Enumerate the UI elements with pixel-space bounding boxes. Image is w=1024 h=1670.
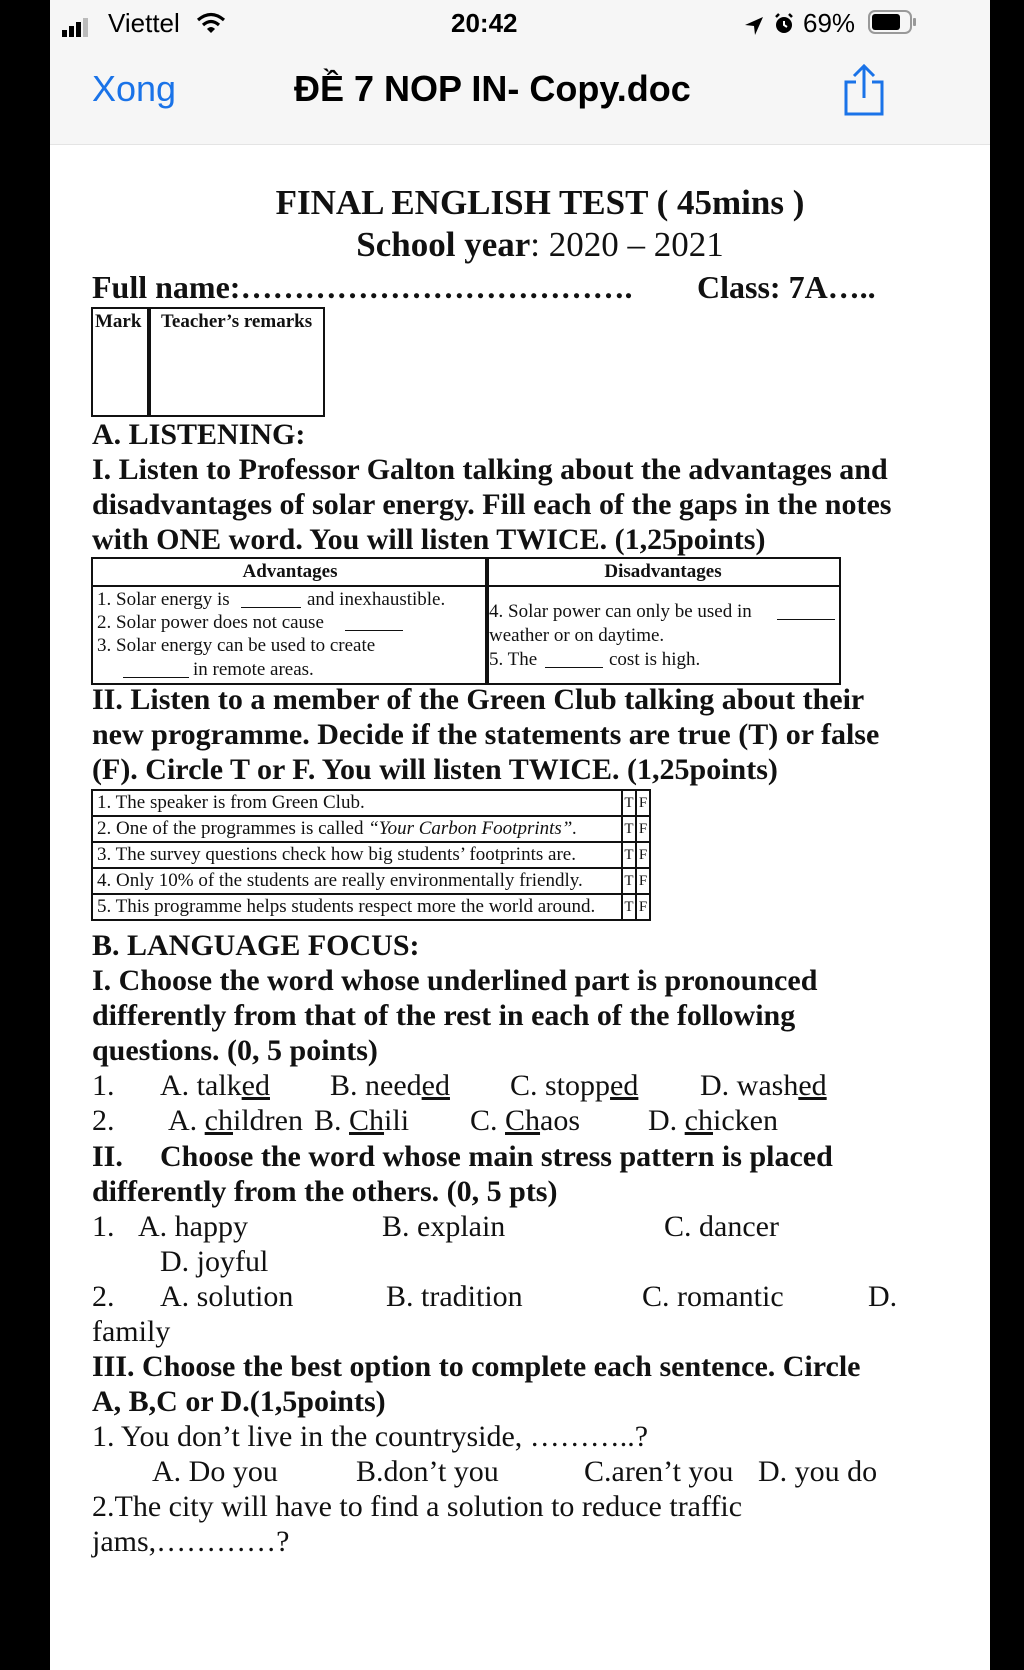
false-option[interactable]: F <box>636 868 650 894</box>
b1-instruction-line2: differently from that of the rest in each of the following <box>92 999 796 1032</box>
a1-instruction-line2: disadvantages of solar energy. Fill each of the gaps in the notes <box>92 488 892 521</box>
statement-cell: 5. This programme helps students respect more the world around. <box>92 894 622 920</box>
option-d: D. joyful <box>160 1245 269 1278</box>
class-line: Class: 7A….. <box>697 269 876 305</box>
adv-item-2: 2. Solar power does not cause <box>97 612 324 633</box>
dis-item-4b: weather or on daytime. <box>489 625 665 646</box>
dis-item-5b: cost is high. <box>609 649 701 670</box>
question-number: 1. <box>92 1069 115 1102</box>
a2-instruction-line3: (F). Circle T or F. You will listen TWICE. (1,25points) <box>92 753 778 786</box>
blank-line <box>241 607 301 608</box>
true-option[interactable]: T <box>622 816 636 842</box>
table-row <box>92 842 650 868</box>
option-c: C. stopped <box>510 1069 639 1102</box>
b1-instruction-line3: questions. (0, 5 points) <box>92 1034 378 1067</box>
table-row <box>92 816 650 842</box>
option-c: C. Chaos <box>470 1104 581 1137</box>
a2-instruction-line1: II. Listen to a member of the Green Club talking about their <box>92 683 865 716</box>
mc-question-1: 1. You don’t live in the countryside, ………..? <box>92 1420 649 1453</box>
a1-instruction-line3: with ONE word. You will listen TWICE. (1,25points) <box>92 523 766 556</box>
full-name-line: Full name:………………………………. <box>92 269 633 305</box>
statement-cell: 3. The survey questions check how big students’ footprints are. <box>92 842 622 868</box>
b2-instruction-line1: Choose the word whose main stress pattern is placed <box>160 1140 833 1173</box>
section-b-heading: B. LANGUAGE FOCUS: <box>92 929 420 962</box>
advantages-header-cell <box>91 557 489 587</box>
disadvantages-header: Disadvantages <box>604 561 722 582</box>
school-year: School year: 2020 – 2021 <box>356 225 724 264</box>
alarm-icon <box>773 11 795 42</box>
option-b: B. needed <box>330 1069 450 1102</box>
true-false-table <box>91 789 651 921</box>
statement-cell: 1. The speaker is from Green Club. <box>92 790 622 816</box>
mc-question-2-line1: 2.The city will have to find a solution to reduce traffic <box>92 1490 743 1523</box>
document-title: ĐỀ 7 NOP IN- Copy.doc <box>294 68 691 109</box>
true-option[interactable]: T <box>622 894 636 920</box>
option-d-word: family <box>92 1315 171 1348</box>
b3-instruction-line2: A, B,C or D.(1,5points) <box>92 1385 386 1418</box>
wifi-icon <box>196 10 226 41</box>
option-d: D. washed <box>700 1069 827 1102</box>
option-b: B.don’t you <box>356 1455 499 1488</box>
statement-cell: 2. One of the programmes is called “Your Carbon Footprints”. <box>92 816 622 842</box>
navigation-bar <box>50 46 990 145</box>
battery-percent: 69% <box>803 8 856 38</box>
false-option[interactable]: F <box>636 816 650 842</box>
location-icon <box>744 12 764 43</box>
true-option[interactable]: T <box>622 790 636 816</box>
b2-instruction-line2: differently from the others. (0, 5 pts) <box>92 1175 558 1208</box>
option-a: A. talked <box>160 1069 270 1102</box>
phone-screen <box>50 0 990 1670</box>
option-d-letter: D. <box>868 1280 898 1313</box>
b3-instruction-line1: III. Choose the best option to complete each sentence. Circle <box>92 1350 861 1383</box>
adv-item-3: 3. Solar energy can be used to create <box>97 635 376 656</box>
table-row <box>92 894 650 920</box>
option-a: A. happy <box>138 1210 248 1243</box>
b2-number: II. <box>92 1140 123 1173</box>
option-a: A. Do you <box>152 1455 278 1488</box>
adv-item-3b: in remote areas. <box>193 659 314 680</box>
status-bar <box>50 0 990 46</box>
table-row <box>92 868 650 894</box>
option-b: B. explain <box>382 1210 506 1243</box>
remarks-header: Teacher’s remarks <box>161 311 313 332</box>
mark-header: Mark <box>95 311 142 332</box>
blank-line <box>777 619 835 620</box>
disadvantages-cell <box>485 585 841 685</box>
option-c: C.aren’t you <box>584 1455 734 1488</box>
status-time: 20:42 <box>451 8 518 38</box>
table-row <box>92 790 650 816</box>
statement-cell: 4. Only 10% of the students are really environmentally friendly. <box>92 868 622 894</box>
option-a: A. children <box>168 1104 303 1137</box>
share-icon[interactable] <box>842 62 886 123</box>
battery-icon <box>868 10 918 41</box>
option-d: D. you do <box>758 1455 878 1488</box>
option-a: A. solution <box>160 1280 294 1313</box>
mc-question-2-line2: jams,…………? <box>92 1525 290 1558</box>
true-option[interactable]: T <box>622 868 636 894</box>
adv-item-1a: 1. Solar energy is <box>97 589 230 610</box>
blank-line <box>123 677 189 678</box>
b1-instruction-line1: I. Choose the word whose underlined part is pronounced <box>92 964 818 997</box>
dis-item-5a: 5. The <box>489 649 538 670</box>
option-c: C. dancer <box>664 1210 779 1243</box>
test-title: FINAL ENGLISH TEST ( 45mins ) <box>275 183 805 222</box>
option-d: D. chicken <box>648 1104 778 1137</box>
false-option[interactable]: F <box>636 790 650 816</box>
blank-line <box>345 630 403 631</box>
mark-cell <box>91 307 151 417</box>
done-button[interactable]: Xong <box>92 68 177 109</box>
dis-item-4: 4. Solar power can only be used in <box>489 601 752 622</box>
advantages-cell <box>91 585 489 685</box>
blank-line <box>545 667 603 668</box>
option-b: B. Chili <box>314 1104 410 1137</box>
section-a-heading: A. LISTENING: <box>92 418 306 451</box>
disadvantages-header-cell <box>485 557 841 587</box>
a2-instruction-line2: new programme. Decide if the statements are true (T) or false <box>92 718 880 751</box>
signal-icon <box>62 13 92 44</box>
true-option[interactable]: T <box>622 842 636 868</box>
false-option[interactable]: F <box>636 842 650 868</box>
option-b: B. tradition <box>386 1280 523 1313</box>
option-c: C. romantic <box>642 1280 784 1313</box>
advantages-header: Advantages <box>242 561 338 582</box>
carrier-name: Viettel <box>108 8 180 38</box>
question-number: 2. <box>92 1104 115 1137</box>
false-option[interactable]: F <box>636 894 650 920</box>
question-number: 1. <box>92 1210 115 1243</box>
question-number: 2. <box>92 1280 115 1313</box>
remarks-cell <box>147 307 325 417</box>
a1-instruction-line1: I. Listen to Professor Galton talking about the advantages and <box>92 453 888 486</box>
adv-item-1b: and inexhaustible. <box>307 589 446 610</box>
